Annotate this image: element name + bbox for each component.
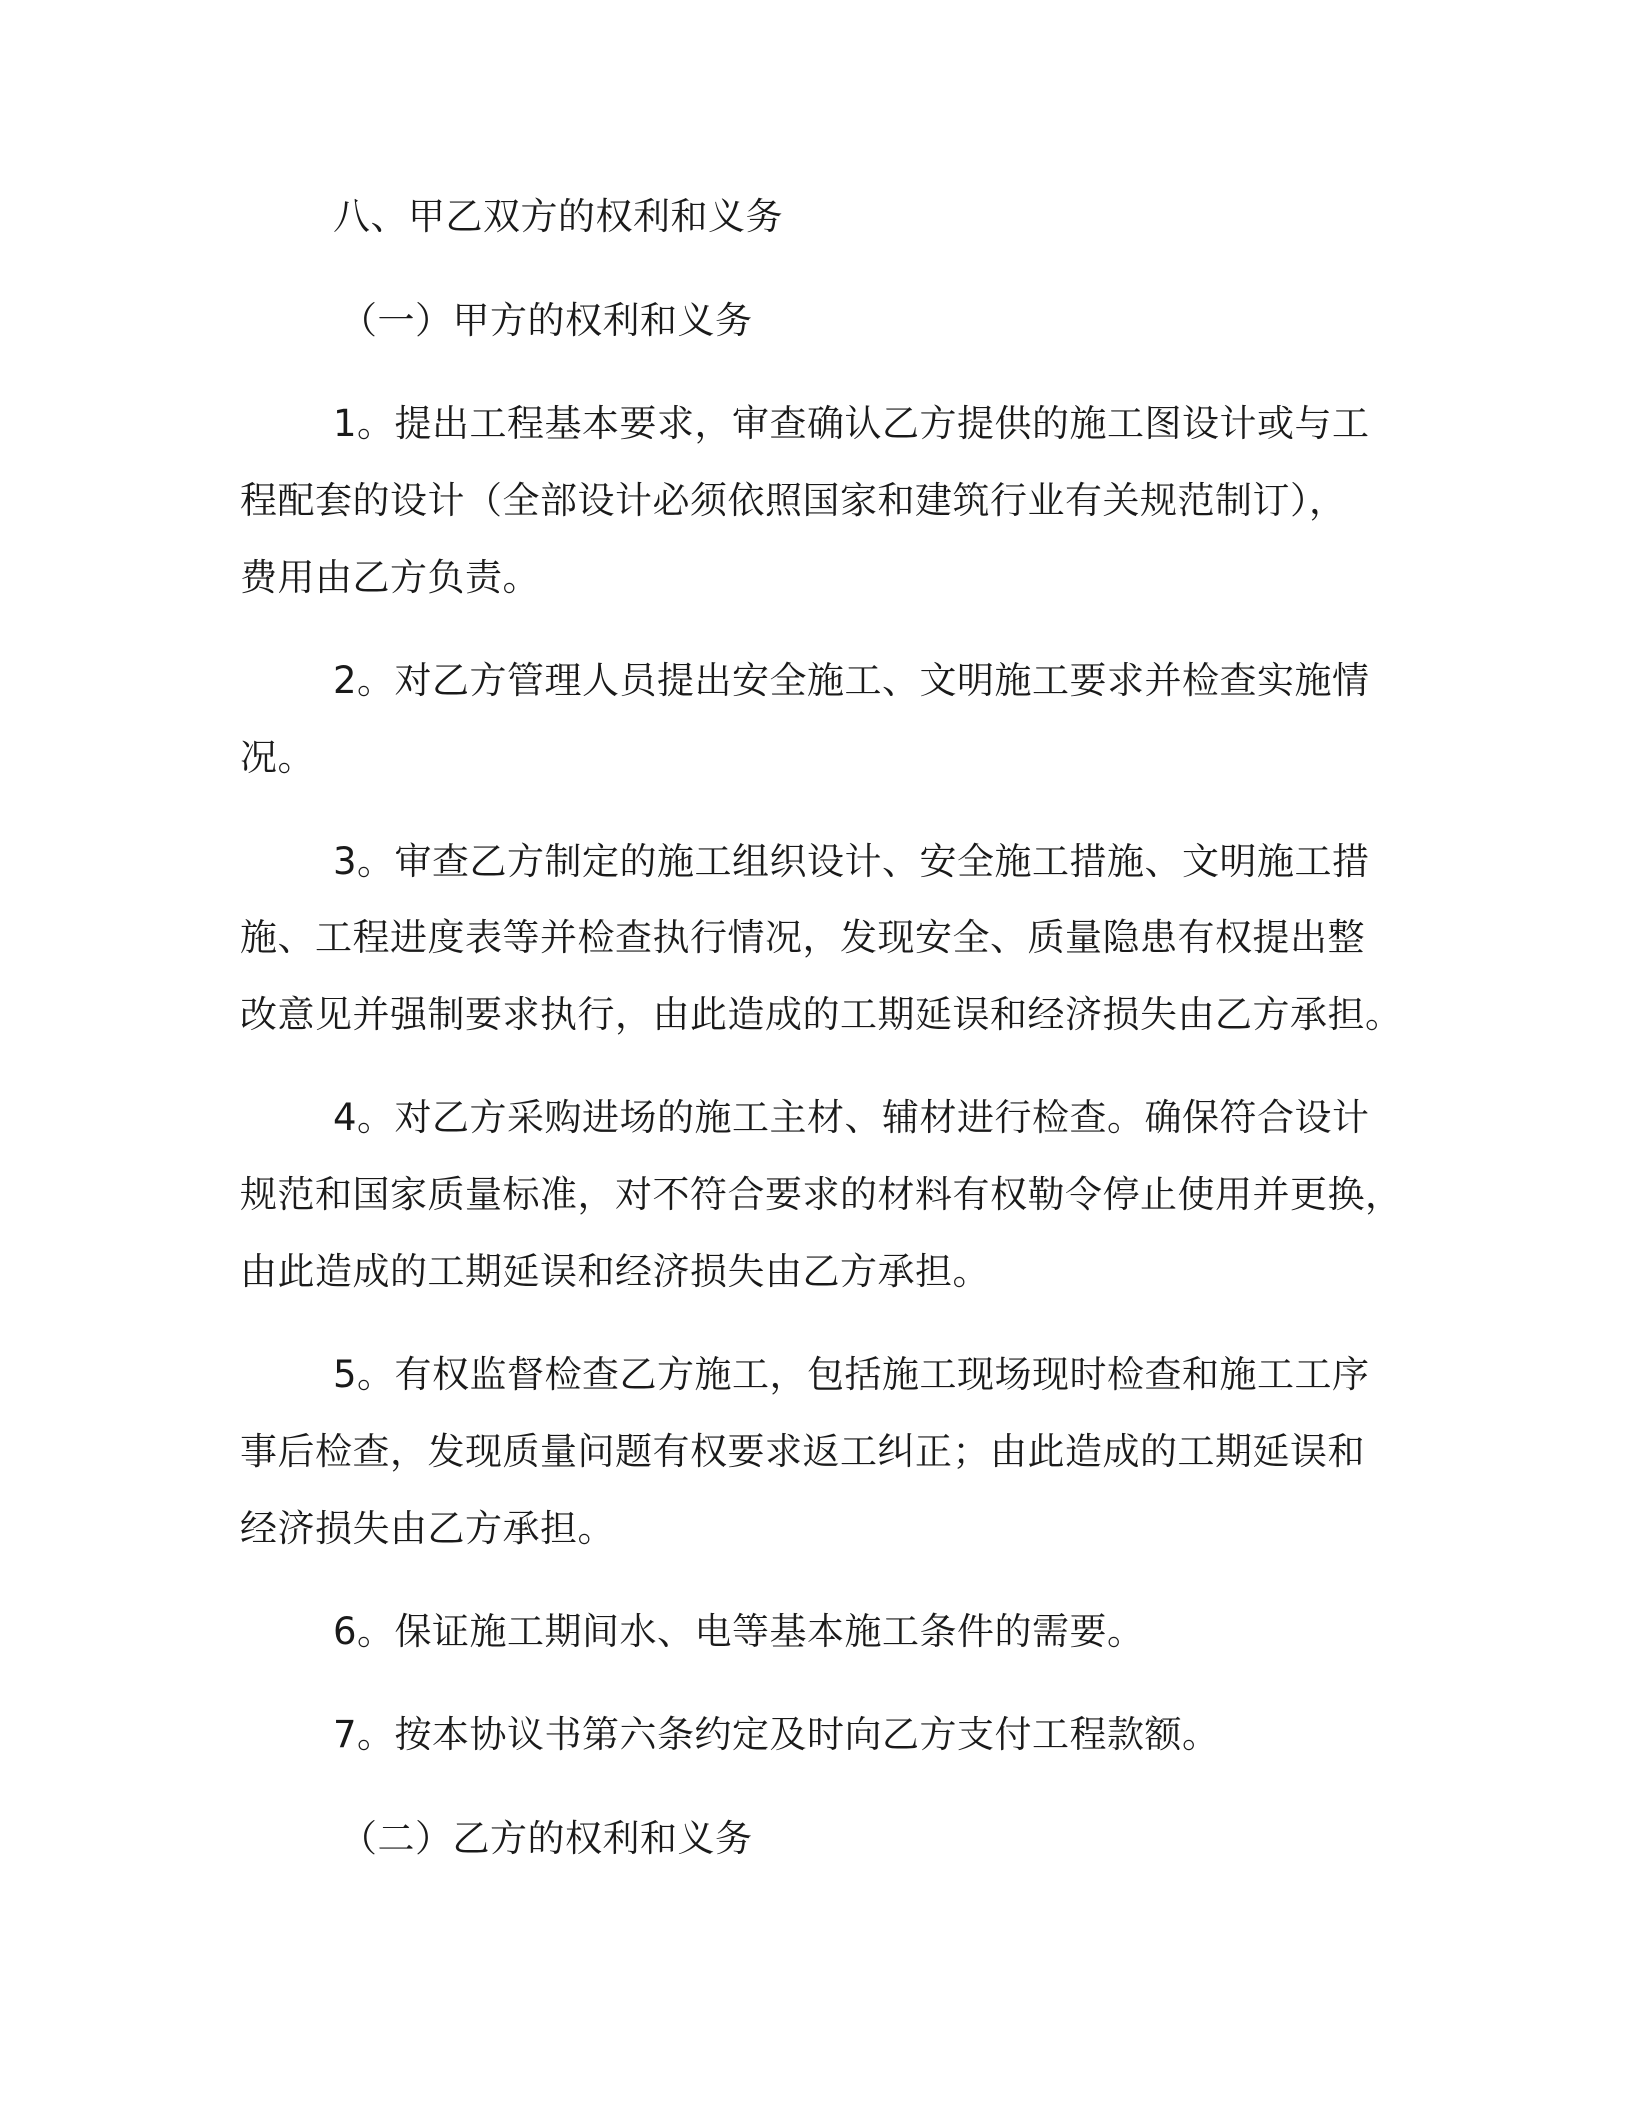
item-6-line-1: 6。保证施工期间水、电等基本施工条件的需要。 (333, 1610, 1145, 1653)
item-3-line-2: 施、工程进度表等并检查执行情况，发现安全、质量隐患有权提出整 (240, 916, 1365, 959)
item-1-line-2: 程配套的设计（全部设计必须依照国家和建筑行业有关规范制订）， (240, 479, 1347, 522)
item-5-line-2: 事后检查，发现质量问题有权要求返工纠正；由此造成的工期延误和 (240, 1430, 1365, 1473)
item-4-line-2: 规范和国家质量标准，对不符合要求的材料有权勒令停止使用并更换， (240, 1173, 1403, 1216)
item-1-line-1: 1。提出工程基本要求，审查确认乙方提供的施工图设计或与工 (333, 402, 1370, 445)
item-1-line-3: 费用由乙方负责。 (240, 556, 540, 599)
section-heading: 八、甲乙双方的权利和义务 (333, 195, 783, 238)
item-4-line-3: 由此造成的工期延误和经济损失由乙方承担。 (240, 1250, 990, 1293)
item-4-line-1: 4。对乙方采购进场的施工主材、辅材进行检查。确保符合设计 (333, 1096, 1370, 1139)
item-7-line-1: 7。按本协议书第六条约定及时向乙方支付工程款额。 (333, 1713, 1220, 1756)
item-5-line-3: 经济损失由乙方承担。 (240, 1507, 615, 1550)
item-3-line-3: 改意见并强制要求执行，由此造成的工期延误和经济损失由乙方承担。 (240, 993, 1403, 1036)
item-2-line-2: 况。 (240, 736, 315, 779)
item-2-line-1: 2。对乙方管理人员提出安全施工、文明施工要求并检查实施情 (333, 659, 1370, 702)
subsection-heading-party-a: （一）甲方的权利和义务 (340, 299, 753, 342)
item-5-line-1: 5。有权监督检查乙方施工，包括施工现场现时检查和施工工序 (333, 1353, 1370, 1396)
subsection-heading-party-b: （二）乙方的权利和义务 (340, 1817, 753, 1860)
item-3-line-1: 3。审查乙方制定的施工组织设计、安全施工措施、文明施工措 (333, 840, 1370, 883)
